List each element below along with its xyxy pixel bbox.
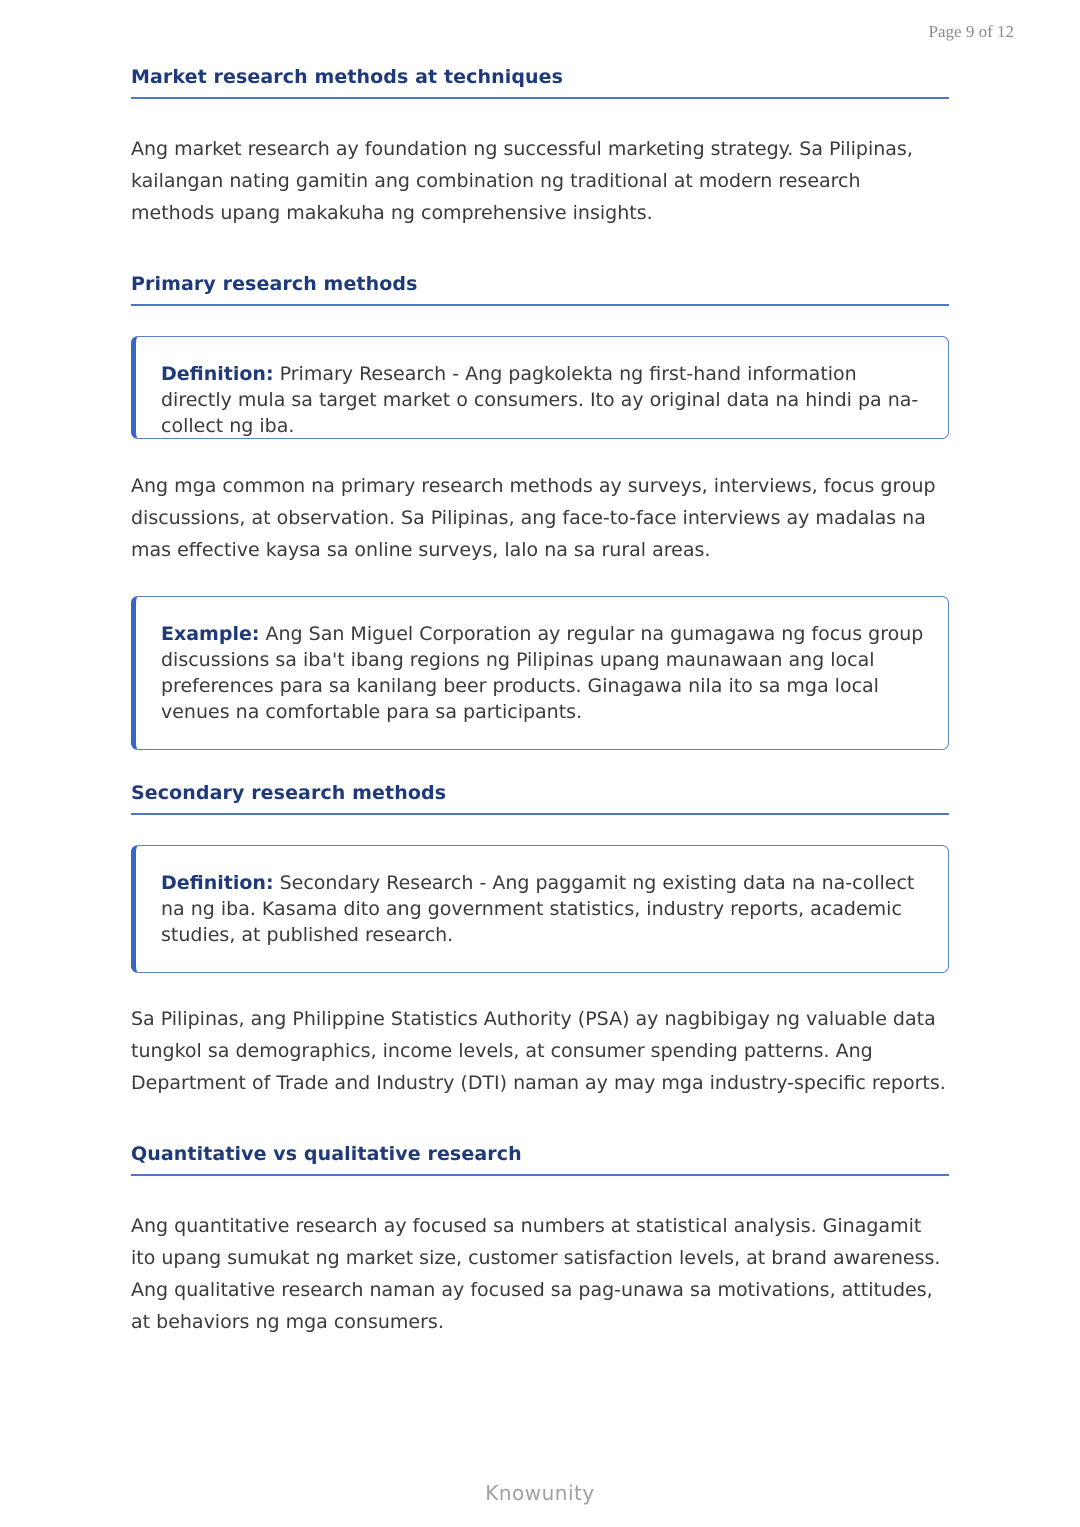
definition-label: Definition: <box>161 872 274 894</box>
heading-market-research: Market research methods at techniques <box>131 66 949 99</box>
example-box-primary <box>131 596 949 750</box>
footer-brand: Knowunity <box>485 1481 595 1505</box>
definition-box-secondary <box>131 845 949 973</box>
page-number: Page 9 of 12 <box>928 22 1014 41</box>
paragraph-secondary-research: Sa Pilipinas, ang Philippine Statistics Authority (PSA) ay nagbibigay ng valuable data tungkol sa demographics, income levels, at consumer spending patterns. Ang Department of Trade and Industry (DTI) naman ay may mga industry-specific reports. <box>131 1008 946 1094</box>
paragraph-quant-qual: Ang quantitative research ay focused sa numbers at statistical analysis. Ginagamit ito upang sumukat ng market size, customer satisfaction levels, at brand awareness. Ang qualitative research naman ay focused sa pag-unawa sa motivations, attitudes, at behaviors ng mga consumers. <box>131 1215 941 1333</box>
heading-primary-research: Primary research methods <box>131 273 949 306</box>
definition-label: Definition: <box>161 363 274 385</box>
document-content <box>131 0 949 1338</box>
heading-quant-qual: Quantitative vs qualitative research <box>131 1143 949 1176</box>
definition-text: Secondary Research - Ang paggamit ng existing data na na-collect na ng iba. Kasama dito ang government statistics, industry reports, academic studies, at published research. <box>161 872 915 946</box>
definition-box-primary <box>131 336 949 439</box>
example-label: Example: <box>161 623 260 645</box>
definition-text: Primary Research - Ang pagkolekta ng first-hand information directly mula sa target market o consumers. Ito ay original data na hindi pa na-collect ng iba. <box>161 363 919 437</box>
example-text: Ang San Miguel Corporation ay regular na gumagawa ng focus group discussions sa iba't ibang regions ng Pilipinas upang maunawaan ang local preferences para sa kanilang beer products. Ginagawa nila ito sa mga local venues na comfortable para sa participants. <box>161 623 924 723</box>
paragraph-primary-research: Ang mga common na primary research methods ay surveys, interviews, focus group discussions, at observation. Sa Pilipinas, ang face-to-face interviews ay madalas na mas effective kaysa sa online surveys, lalo na sa rural areas. <box>131 475 936 561</box>
heading-secondary-research: Secondary research methods <box>131 782 949 815</box>
paragraph-market-research: Ang market research ay foundation ng successful marketing strategy. Sa Pilipinas, kailangan nating gamitin ang combination ng traditional at modern research methods upang makakuha ng comprehensive insights. <box>131 138 913 224</box>
